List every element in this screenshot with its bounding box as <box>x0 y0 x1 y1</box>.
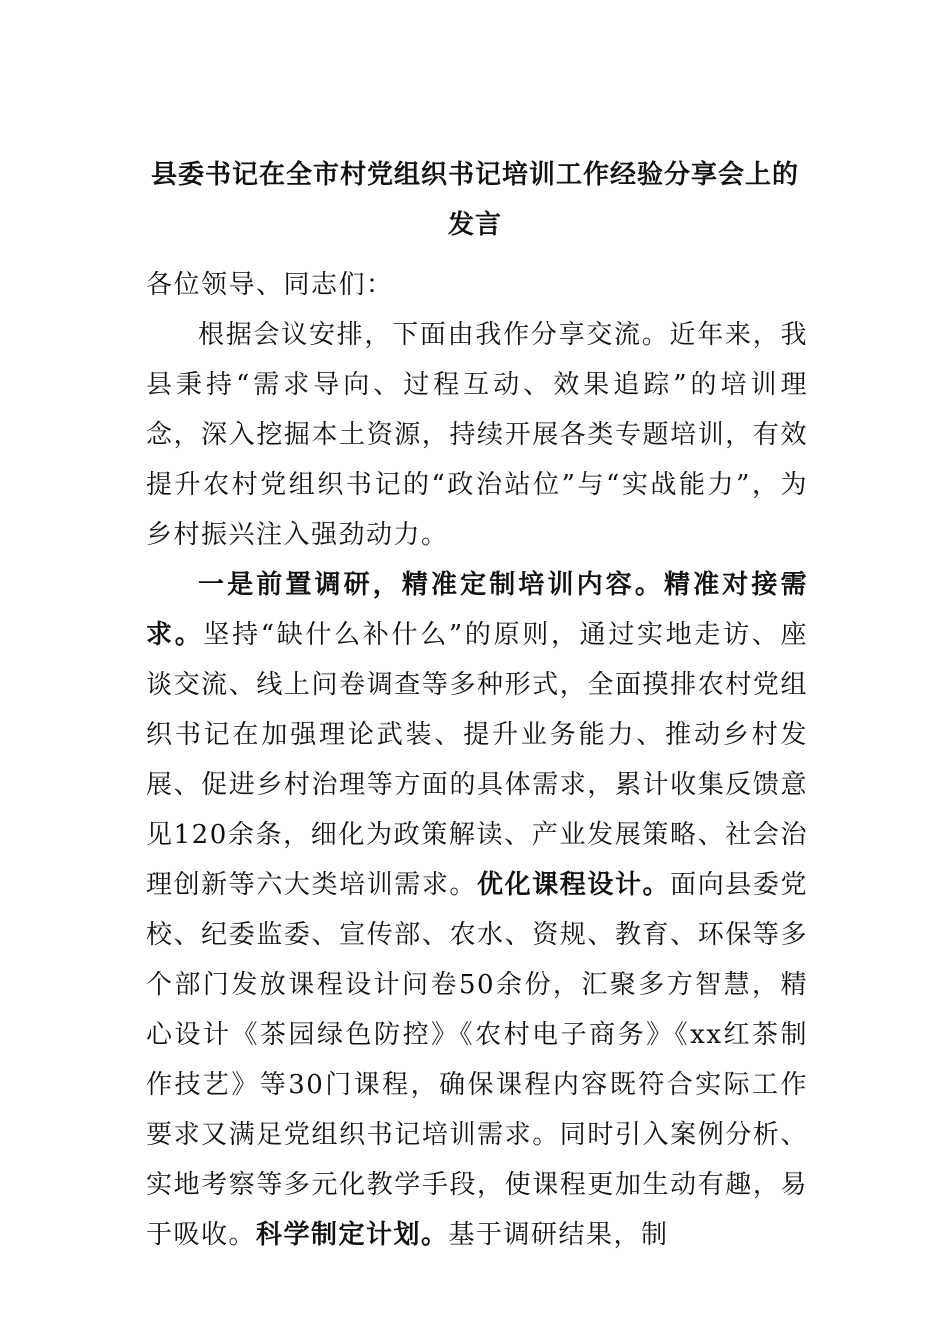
subsection-heading-plan: 科学制定计划。 <box>256 1220 449 1250</box>
document-title: 县委书记在全市村党组织书记培训工作经验分享会上的发言 <box>150 160 799 240</box>
section-one-heading: 一是前置调研，精准定制培训内容。 <box>198 570 664 600</box>
subsection-heading-courses: 优化课程设计。 <box>477 870 671 900</box>
section-one-paragraph <box>146 560 808 1260</box>
subsection-text-needs: 坚持“缺什么补什么”的原则，通过实地走访、座谈交流、线上问卷调查等多种形式，全面摸排农村党组织书记在加强理论武装、提升业务能力、推动乡村发展、促进乡村治理等方面的具体需求，累计收集反馈意见120余条，细化为政策解读、产业发展策略、社会治理创新等六大类培训需求。 <box>146 620 808 900</box>
subsection-text-plan: 基于调研结果，制 <box>448 1220 669 1250</box>
subsection-text-courses: 面向县委党校、纪委监委、宣传部、农水、资规、教育、环保等多个部门发放课程设计问卷50余份，汇聚多方智慧，精心设计《茶园绿色防控》《农村电子商务》《xx红茶制作技艺》等30门课程，确保课程内容既符合实际工作要求又满足党组织书记培训需求。同时引入案例分析、实地考察等多元化教学手段，使课程更加生动有趣，易于吸收。 <box>146 870 808 1250</box>
salutation: 各位领导、同志们： <box>146 270 394 300</box>
subsection-heading-needs: 精准对接需求。 <box>146 570 808 650</box>
intro-paragraph: 根据会议安排，下面由我作分享交流。近年来，我县秉持“需求导向、过程互动、效果追踪”的培训理念，深入挖掘本土资源，持续开展各类专题培训，有效提升农村党组织书记的“政治站位”与“实战能力”，为乡村振兴注入强劲动力。 <box>146 320 808 550</box>
document-body <box>146 260 808 1260</box>
